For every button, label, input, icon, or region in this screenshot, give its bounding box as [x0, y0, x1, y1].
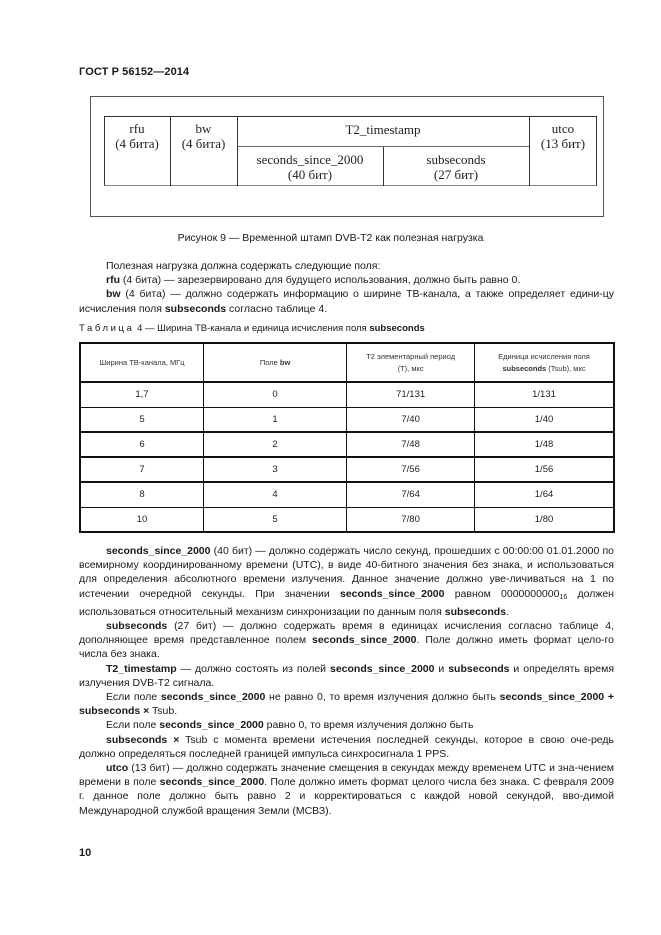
table-row	[80, 382, 614, 407]
text: (27 бит) — должно содержать время в единицах исчисления согласно таблице 4, дополняющее время представленное полем	[79, 620, 614, 647]
cell-width: 10	[80, 507, 203, 532]
cell-period: 71/131	[347, 382, 475, 407]
text: Если поле	[106, 719, 160, 732]
text: и	[434, 662, 449, 675]
cell-tsub: 1/48	[475, 432, 614, 457]
text: . Поле должно иметь формат цело-го числа без знака.	[79, 634, 614, 661]
term: subseconds	[448, 662, 510, 675]
rfu-description: (4 бита) — зарезервировано для будущего использования, должно быть равно 0.	[120, 274, 521, 287]
field-size: (13 бит)	[540, 136, 586, 151]
paragraph-utco	[79, 761, 614, 818]
text: равно 0, то время излучения должно быть	[263, 719, 474, 732]
header-text: Поле	[259, 357, 280, 367]
field-utco	[529, 121, 597, 151]
term: seconds_since_2000	[106, 545, 211, 557]
field-size: (40 бит)	[287, 167, 333, 182]
term: seconds_since_2000	[159, 719, 264, 732]
paragraph-zero-case-formula	[79, 733, 614, 761]
cell-bw: 1	[203, 407, 346, 432]
field-subseconds	[383, 152, 529, 182]
table-row	[80, 482, 614, 507]
divider	[237, 146, 529, 147]
field-seconds-since-2000	[237, 152, 383, 182]
table-title-term: subseconds	[369, 323, 425, 334]
paragraph-subseconds	[79, 619, 614, 662]
term: subseconds	[106, 620, 168, 633]
cell-tsub: 1/131	[475, 382, 614, 407]
bw-description: (4 бита) — должно содержать информацию о ширине ТВ-канала, а также определяет едини-цу исчисления поля	[79, 288, 614, 315]
field-size: (4 бита)	[115, 136, 159, 151]
field-size: (4 бита)	[181, 136, 226, 151]
bandwidth-table	[79, 342, 615, 533]
page-number: 10	[79, 847, 92, 859]
text: Tsub с момента времени истечения последней секунды, которое в свою оче-редь должно определяться последней границей импульса синхросигнала 1 PPS.	[79, 733, 614, 760]
cell-bw: 3	[203, 457, 346, 482]
figure-caption: Рисунок 9 — Временной штамп DVB-T2 как полезная нагрузка	[177, 232, 484, 244]
header-tsub-unit	[475, 343, 614, 382]
term-subseconds: subseconds	[164, 302, 227, 315]
cell-bw: 0	[203, 382, 346, 407]
term: seconds_since_2000	[159, 776, 265, 789]
term: subseconds	[444, 605, 507, 618]
header-channel-width: Ширина ТВ-канала, МГц	[80, 343, 203, 382]
cell-tsub: 1/64	[475, 482, 614, 507]
cell-width: 8	[80, 482, 203, 507]
cell-width: 7	[80, 457, 203, 482]
text: .	[506, 605, 509, 618]
header-text: T2 элементарный период (T), мкс	[366, 351, 456, 373]
field-bw	[170, 121, 237, 151]
table-row	[80, 507, 614, 532]
cell-period: 7/64	[347, 482, 475, 507]
header-bw-field	[203, 343, 346, 382]
table-number: 4	[137, 323, 143, 334]
term: seconds_since_2000	[329, 662, 435, 675]
term: T2_timestamp	[106, 662, 177, 675]
cell-width: 1,7	[80, 382, 203, 407]
intro-paragraph	[79, 259, 614, 316]
text: и определять время излучения DVB-T2 сигнала.	[79, 662, 615, 689]
header-term: bw	[279, 357, 291, 367]
table-title: — Ширина ТВ-канала и единица исчисления поля	[142, 323, 370, 334]
text: равном 0000000000	[444, 587, 560, 600]
field-rfu	[104, 121, 170, 151]
table-caption	[79, 323, 425, 334]
cell-period: 7/40	[347, 407, 475, 432]
term: seconds_since_2000	[311, 634, 417, 647]
field-size: (27 бит)	[433, 167, 479, 182]
cell-tsub: 1/56	[475, 457, 614, 482]
text: (40 бит) — должно содержать число секунд, прошедших с 00:00:00 01.01.2000 по всемирному координированному времени (UTC), в виде 40-битного значения без знака, и использоваться для определения абсолютного времени излучения. Данное значение должно уве-личиваться на 1 по истечении очередной секунды. При значении	[79, 545, 614, 600]
document-header: ГОСТ Р 56152—2014	[79, 66, 190, 78]
term-rfu: rfu	[106, 274, 120, 287]
cell-period: 7/56	[347, 457, 475, 482]
text: (13 бит) — должно содержать значение смещения в секундах между временем UTC и зна-чением времени в поле	[79, 762, 614, 789]
cell-width: 6	[80, 432, 203, 457]
term: utco	[106, 762, 129, 775]
header-t2-period	[347, 343, 475, 382]
field-name: bw	[195, 121, 212, 136]
intro-text: Полезная нагрузка должна содержать следующие поля:	[106, 260, 381, 272]
paragraph-t2-timestamp	[79, 662, 614, 690]
formula: seconds_since_2000 + subseconds ×	[79, 691, 614, 718]
cell-bw: 2	[203, 432, 346, 457]
text: не равно 0, то время излучения должно быть	[265, 691, 500, 704]
bw-description-end: согласно таблице 4.	[226, 302, 328, 315]
cell-bw: 5	[203, 507, 346, 532]
cell-period: 7/80	[347, 507, 475, 532]
cell-tsub: 1/80	[475, 507, 614, 532]
cell-width: 5	[80, 407, 203, 432]
term: seconds_since_2000	[160, 691, 266, 704]
text: Если поле	[106, 691, 161, 704]
table-header-row	[80, 343, 614, 382]
text: Tsub.	[149, 705, 178, 718]
field-name: rfu	[129, 121, 145, 136]
cell-bw: 4	[203, 482, 346, 507]
subscript: 16	[559, 593, 568, 601]
table-row	[80, 432, 614, 457]
cell-tsub: 1/40	[475, 407, 614, 432]
field-name: subseconds	[426, 152, 486, 167]
header-text: Единица исчисления поля	[498, 351, 590, 361]
body-text	[79, 544, 614, 818]
formula: subseconds ×	[106, 733, 180, 746]
field-t2-timestamp	[237, 122, 529, 137]
text: — должно состоять из полей	[176, 662, 330, 675]
table-label: Таблица	[79, 323, 135, 334]
table-row	[80, 407, 614, 432]
header-term: subseconds	[502, 363, 547, 373]
field-name: seconds_since_2000	[256, 152, 364, 167]
term-bw: bw	[106, 288, 121, 301]
field-name: utco	[551, 121, 575, 136]
text: . Поле должно иметь формат целого числа без знака. С февраля 2009 г. данное поле должно быть равно 2 и корректироваться с каждой новой секундой, вво-димой Международной службой вращения Земли (МСВЗ).	[79, 776, 614, 817]
paragraph-zero-case	[79, 718, 614, 732]
paragraph-nonzero-case	[79, 690, 614, 718]
text: должен использоваться относительный механизм синхронизации по данным поля	[79, 587, 614, 618]
table-row	[80, 457, 614, 482]
term: seconds_since_2000	[339, 587, 445, 600]
cell-period: 7/48	[347, 432, 475, 457]
paragraph-seconds-since-2000	[79, 544, 614, 619]
header-text: (Tsub), мкс	[546, 363, 586, 373]
field-name: T2_timestamp	[345, 122, 421, 137]
